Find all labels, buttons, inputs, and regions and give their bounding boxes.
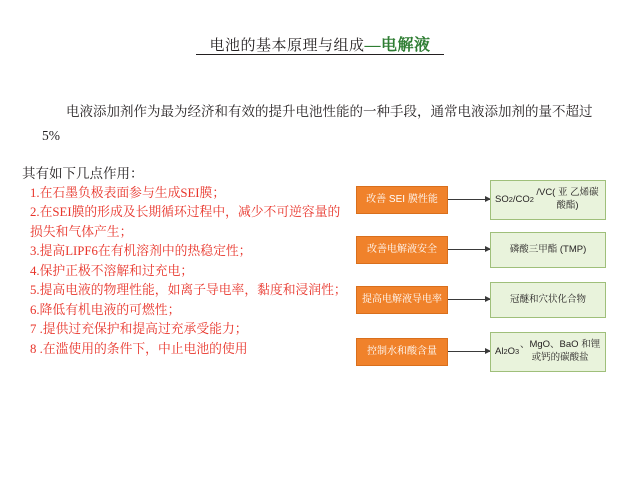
agent-box: SO 2 /CO 2 /VC( 亚 乙烯碳酸酯)	[490, 180, 606, 220]
list-item: 4.保护正极不溶解和过充电；	[30, 263, 194, 278]
diagram-row	[356, 286, 624, 322]
diagram-row	[356, 236, 624, 272]
title-underline	[196, 54, 444, 55]
list-item: 7 .提供过充保护和提高过充承受能力；	[30, 322, 248, 337]
intro-paragraph: 电液添加剂作为最为经济和有效的提升电池性能的一种手段，通常电液添加剂的量不超过5%	[42, 104, 593, 143]
agent-box: 磷酸三甲酯 (TMP)	[490, 232, 606, 268]
arrow-icon	[448, 351, 490, 352]
list-item: 3.提高LIPF6在有机溶剂中的热稳定性；	[30, 244, 252, 259]
function-box: 改善电解液安全	[356, 236, 448, 264]
arrow-icon	[448, 199, 490, 200]
list-lead-in: 其有如下几点作用：	[22, 166, 144, 181]
page-title-main: 电池的基本原理与组成	[209, 38, 365, 54]
list-item: 1.在石墨负极表面参与生成SEI膜；	[30, 186, 226, 200]
function-box: 改善 SEI 膜性能	[356, 186, 448, 214]
list-item: 8 .在滥使用的条件下，中止电池的使用	[30, 341, 248, 356]
list-item: 6.降低有机电液的可燃性；	[30, 302, 181, 317]
agent-box: Al 2 O 3 、MgO、BaO 和锂或钙的碳酸盐	[490, 332, 606, 372]
diagram-row	[356, 338, 624, 374]
function-box: 控制水和酸含量	[356, 338, 448, 366]
arrow-icon	[448, 299, 490, 300]
agent-box: 冠醚和穴状化合物	[490, 282, 606, 318]
diagram-row	[356, 186, 624, 222]
effects-list	[30, 184, 350, 359]
additive-diagram	[356, 182, 624, 384]
function-box: 提高电解液导电率	[356, 286, 448, 314]
list-item: 2.在SEI膜的形成及长期循环过程中，减少不可逆容量的损失和气体产生；	[30, 205, 341, 239]
page-title	[0, 32, 640, 55]
page-title-accent: —电解液	[364, 37, 431, 54]
arrow-icon	[448, 249, 490, 250]
list-item: 5.提高电液的物理性能，如离子导电率，黏度和浸润性；	[30, 283, 347, 298]
